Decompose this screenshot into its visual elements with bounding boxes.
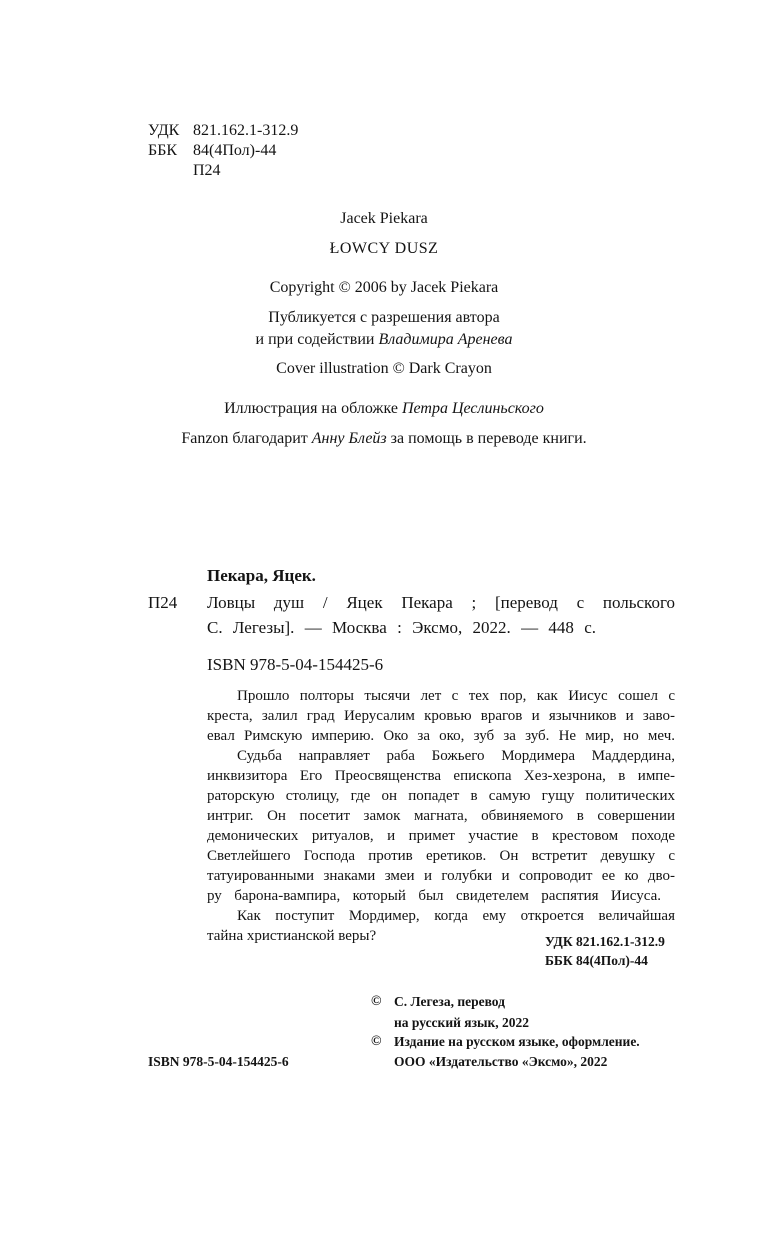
thanks-line <box>0 428 768 450</box>
original-title: ŁOWCY DUSZ <box>329 240 439 257</box>
udk-label: УДК <box>148 122 180 139</box>
permission-prefix: и при содействии <box>255 331 375 348</box>
publisher-copyright-1: Издание на русском языке, оформление. <box>394 1034 640 1049</box>
copyright-symbol-1: © <box>371 994 382 1009</box>
translator-copyright-1: С. Легеза, перевод <box>394 994 505 1009</box>
catalog-isbn: ISBN 978-5-04-154425-6 <box>207 655 384 674</box>
thanks-suffix: за помощь в переводе книги. <box>390 430 587 447</box>
catalog-line-2: С. Легезы]. — Москва : Эксмо, 2022. — 448 с. <box>207 618 596 637</box>
bbk-label: ББК <box>148 142 178 159</box>
footer-bbk: ББК 84(4Пол)-44 <box>545 953 648 968</box>
annotation-line: Как поступит Мордимер, когда ему откроется величайшая <box>237 908 675 924</box>
copyright-line: Copyright © 2006 by Jacek Piekara <box>269 279 499 296</box>
annotation-line: Прошло полторы тысячи лет с тех пор, как Иисус сошел с <box>237 688 675 704</box>
permission-name: Владимира Аренева <box>378 331 513 348</box>
permission-line-2 <box>0 329 768 351</box>
annotation-line: Судьба направляет раба Божьего Мордимера Маддердина, <box>237 748 675 764</box>
footer-udk: УДК 821.162.1-312.9 <box>545 934 665 949</box>
annotation-line: татуированными знаками змеи и голубки и сопроводит ее ко дво- <box>207 868 675 884</box>
thanks-name: Анну Блейз <box>311 430 387 447</box>
thanks-prefix: Fanzon благодарит <box>181 430 308 447</box>
translator-copyright-2: на русский язык, 2022 <box>394 1015 530 1030</box>
annotation-line: Светлейшего Господа против еретиков. Он встретит девушку с <box>207 848 675 864</box>
catalog-line-1: Ловцы душ / Яцек Пекара ; [перевод с польского <box>207 593 675 612</box>
illustration-line <box>0 398 768 420</box>
annotation-line: евал Римскую империю. Око за око, зуб за зуб. Не мир, но меч. <box>207 728 675 744</box>
annotation-line: ру барона-вампира, который был свидетелем распятия Иисуса. <box>207 888 661 904</box>
annotation-line: интриг. Он посетит замок магната, обвиняемого в совершении <box>207 808 675 824</box>
annotation-line: креста, залил град Иерусалим кровью врагов и язычников и заво- <box>207 708 675 724</box>
copyright-symbol-2: © <box>371 1034 382 1049</box>
catalog-mark: П24 <box>148 593 178 612</box>
bbk-value: 84(4Пол)-44 <box>193 142 277 159</box>
original-author: Jacek Piekara <box>340 210 428 227</box>
udk-value: 821.162.1-312.9 <box>193 122 299 139</box>
annotation-line: тайна христианской веры? <box>207 928 377 944</box>
annotation-line: демонических ритуалов, и примет участие в крестовом походе <box>207 828 675 844</box>
annotation-line: раторскую столицу, где он попадет в самую гущу политических <box>207 788 675 804</box>
permission-line-1: Публикуется с разрешения автора <box>268 309 500 326</box>
publisher-copyright-2: ООО «Издательство «Эксмо», 2022 <box>394 1054 608 1069</box>
cover-line: Cover illustration © Dark Crayon <box>276 360 492 377</box>
illustration-name: Петра Цеслиньского <box>401 400 544 417</box>
catalog-heading: Пекара, Яцек. <box>207 566 316 585</box>
illustration-prefix: Иллюстрация на обложке <box>224 400 398 417</box>
footer-isbn: ISBN 978-5-04-154425-6 <box>148 1054 289 1069</box>
annotation-line: инквизитора Его Преосвященства епископа Хез-хезрона, в импе- <box>207 768 675 784</box>
author-mark: П24 <box>193 162 221 179</box>
